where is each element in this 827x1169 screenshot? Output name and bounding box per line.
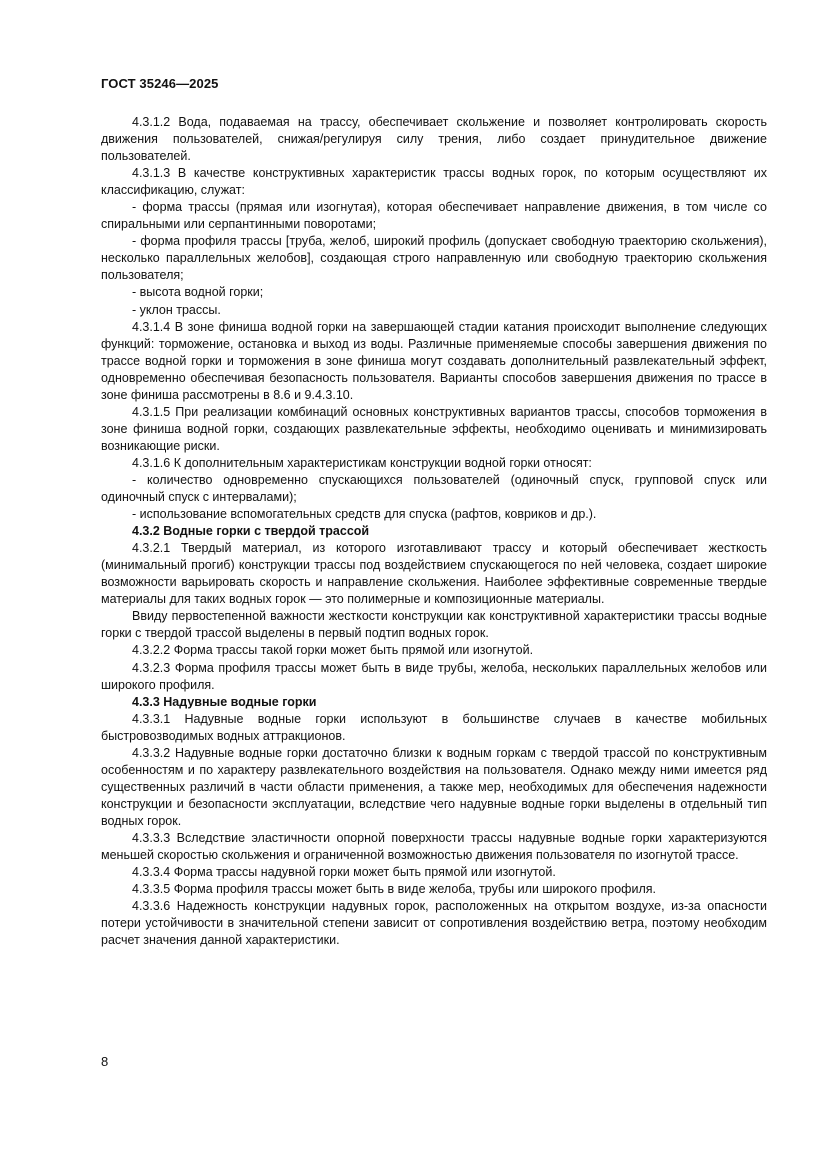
document-body — [101, 114, 767, 949]
list-item: - количество одновременно спускающихся пользователей (одиночный спуск, групповой спуск или одиночный спуск с интервалами); — [101, 472, 767, 505]
paragraph: 4.3.3.4 Форма трассы надувной горки может быть прямой или изогнутой. — [132, 865, 556, 880]
paragraph: 4.3.3.1 Надувные водные горки используют в большинстве случаев в качестве мобильных быстровозводимых водных аттракционов. — [101, 711, 767, 743]
list-item: - высота водной горки; — [132, 285, 264, 300]
paragraph: 4.3.3.3 Вследствие эластичности опорной поверхности трассы надувные водные горки характеризуются меньшей скоростью скольжения и ограниченной возможностью движения пользователя по изогнутой трассе. — [101, 830, 767, 863]
paragraph: 4.3.3.6 Надежность конструкции надувных горок, расположенных на открытом воздухе, из-за опасности потери устойчивости в значительной степени зависит от сопротивления воздействию ветра, поэтому необходим расчет значения данной характеристики. — [101, 899, 767, 948]
page-number: 8 — [101, 1054, 109, 1069]
section-heading: 4.3.2 Водные горки с твердой трассой — [132, 524, 370, 539]
section-heading: 4.3.3 Надувные водные горки — [132, 694, 317, 709]
paragraph: 4.3.1.3 В качестве конструктивных характеристик трассы водных горок, по которым осуществляют их классификацию, служат: — [101, 166, 767, 198]
paragraph: 4.3.3.2 Надувные водные горки достаточно близки к водным горкам с твердой трассой по конструктивным особенностям и по характеру развлекательного воздействия на пользователя. Однако между ними имеется ряд существенных различий в части области применения, а также мер, необходимых для обеспечения надежности конструкции и безопасности эксплуатации, вследствие чего надувные водные горки выделены в отдельный тип водных горок. — [101, 745, 767, 828]
list-item: - форма профиля трассы [труба, желоб, широкий профиль (допускает свободную траекторию скольжения), несколько параллельных желобов], создающая строго направленную или свободную траекторию скольжения пользователя; — [101, 234, 767, 283]
document-header: ГОСТ 35246—2025 — [101, 76, 219, 91]
paragraph: 4.3.2.3 Форма профиля трассы может быть в виде трубы, желоба, нескольких параллельных желобов или широкого профиля. — [101, 660, 767, 692]
paragraph: 4.3.2.1 Твердый материал, из которого изготавливают трассу и который обеспечивает жесткость (минимальный прогиб) конструкции трассы под воздействием спускающегося по ней человека, создает широкие возможности варьировать скорость и направление скольжения. Наиболее эффективные современные твердые материалы для таких водных горок — это полимерные и композиционные материалы. — [101, 541, 767, 607]
paragraph: 4.3.1.6 К дополнительным характеристикам конструкции водной горки относят: — [132, 455, 592, 470]
list-item: - использование вспомогательных средств для спуска (рафтов, ковриков и др.). — [132, 507, 597, 522]
list-item: - форма трассы (прямая или изогнутая), которая обеспечивает направление движения, в том числе со спиральными или серпантинными поворотами; — [101, 200, 767, 232]
paragraph: 4.3.2.2 Форма трассы такой горки может быть прямой или изогнутой. — [132, 643, 534, 658]
list-item: - уклон трассы. — [132, 302, 221, 317]
paragraph: 4.3.1.4 В зоне финиша водной горки на завершающей стадии катания происходит выполнение следующих функций: торможение, остановка и выход из воды. Различные применяемые способы завершения движения по трассе водной горки и торможения в зоне финиша могут создавать дополнительный развлекательный эффект, одновременно обеспечивая безопасность пользователя. Варианты способов завершения движения по трассе в зоне финиша рассмотрены в 8.6 и 9.4.3.10. — [101, 319, 767, 402]
paragraph: Ввиду первостепенной важности жесткости конструкции как конструктивной характеристики трассы водные горки с твердой трассой выделены в первый подтип водных горок. — [101, 609, 767, 641]
paragraph: 4.3.1.5 При реализации комбинаций основных конструктивных вариантов трассы, способов торможения в зоне финиша водной горки, создающих развлекательные эффекты, необходимо оценивать и минимизировать возникающие риски. — [101, 404, 767, 453]
paragraph: 4.3.3.5 Форма профиля трассы может быть в виде желоба, трубы или широкого профиля. — [132, 882, 656, 897]
paragraph: 4.3.1.2 Вода, подаваемая на трассу, обеспечивает скольжение и позволяет контролировать скорость движения пользователей, снижая/регулируя силу трения, либо создает принудительное движение пользователей. — [101, 115, 767, 164]
